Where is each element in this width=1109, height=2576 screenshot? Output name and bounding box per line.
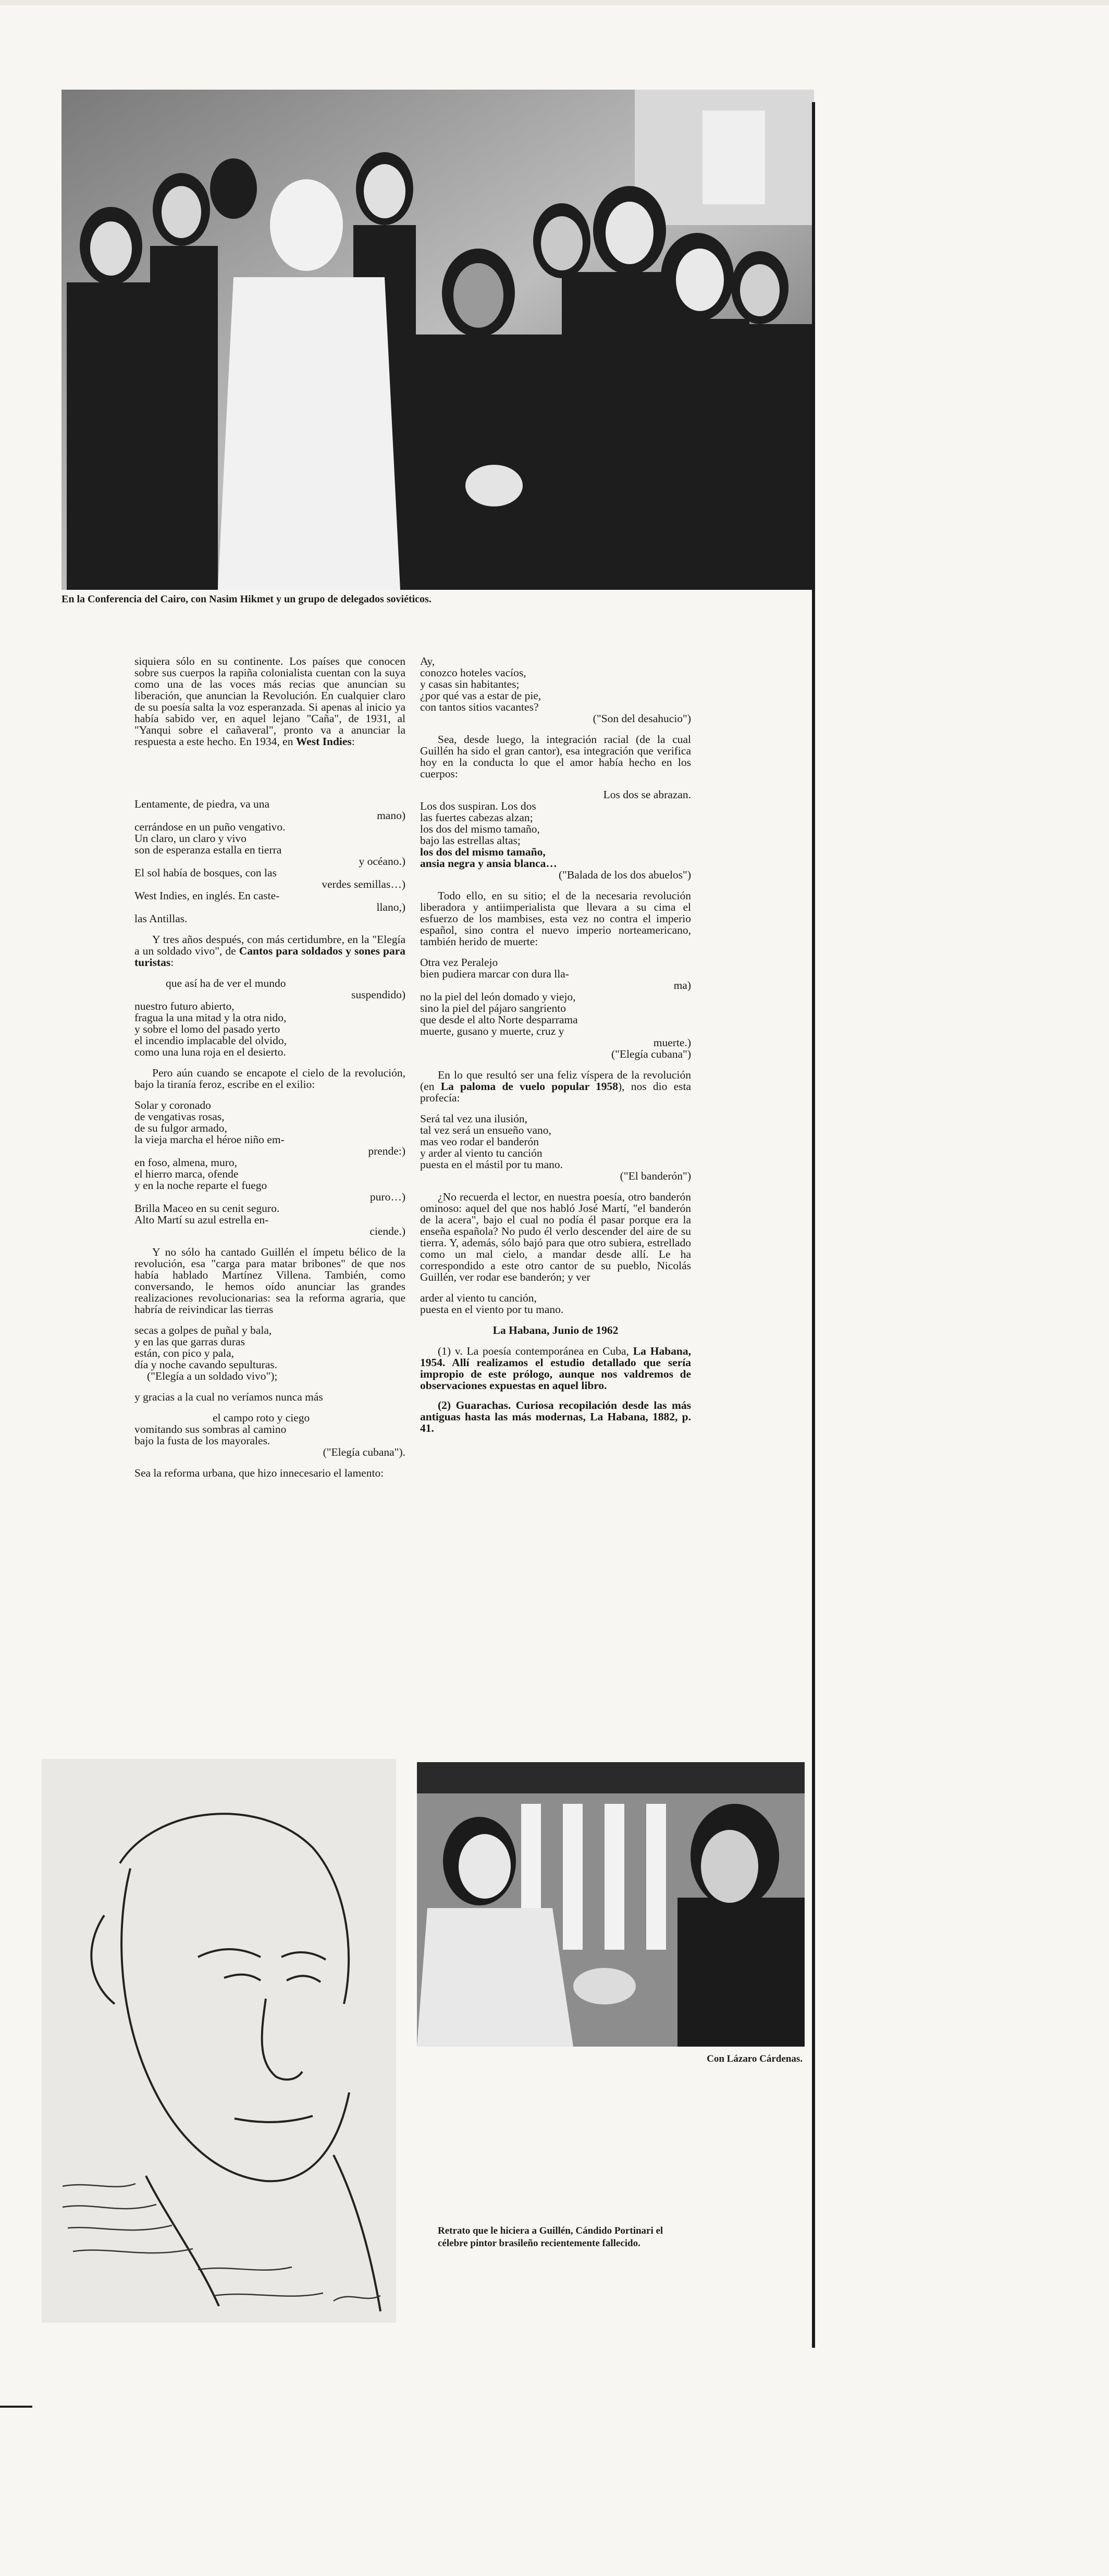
footnote-1: (1) v. La poesía contemporánea en Cuba, La Habana, 1954. Allí realizamos el estudio detallado que sería impropio de este prólogo, aunque nos valdremos de observaciones expuestas en aquel libro. (420, 1345, 691, 1392)
right-verse-2: Los dos se abrazan. Los dos suspiran. Los dos las fuertes cabezas alzan; los dos del mismo tamaño, bajo las estrellas altas; los dos del mismo tamaño, ansia negra y ansia blanca… ("Balada de los dos abuelos") (420, 788, 691, 881)
left-paragraph-2: Y tres años después, con más certidumbre, en la "Elegía a un soldado vivo", de Cantos para soldados y sones para turistas: (134, 933, 405, 969)
left-paragraph-3: Pero aún cuando se encapote el cielo de la revolución, bajo la tiranía feroz, escribe en el exilio: (134, 1067, 405, 1091)
article-column-left (134, 655, 405, 1488)
left-verse-2: que así ha de ver el mundo suspendido) nuestro futuro abierto, fragua la una mitad y la otra nido, y sobre el lomo del pasado yerto el incendio implacable del olvido, como una luna roja en el desierto. (134, 977, 405, 1058)
right-verse-1: Ay, conozco hoteles vacíos, y casas sin habitantes; ¿por qué vas a estar de pie, con tantos sitios vacantes? ("Son del desahucio") (420, 655, 691, 725)
portrait-drawing-portinari (42, 1759, 396, 2323)
right-verse-5: arder al viento tu canción, puesta en el viento por tu mano. (420, 1292, 564, 1316)
cairo-photo-image (61, 90, 814, 590)
left-paragraph-6: Sea la reforma urbana, que hizo innecesario el lamento: (134, 1467, 384, 1479)
photo-lazaro-cardenas (417, 1762, 805, 2047)
top-edge (0, 0, 1109, 5)
footnote-2: (2) Guarachas. Curiosa recopilación desde las más antiguas hasta las más modernas, La Habana, 1882, p. 41. (420, 1399, 692, 1434)
article-column-right (420, 655, 691, 1442)
dateline: La Habana, Junio de 1962 (492, 1324, 619, 1336)
caption-cardenas: Con Lázaro Cárdenas. (707, 2053, 803, 2064)
right-paragraph-3: En lo que resultó ser una feliz víspera de la revolución (en La paloma de vuelo popular 1958), nos dio esta profecía: (420, 1069, 691, 1104)
right-paragraph-1: Sea, desde luego, la integración racial (de la cual Guillén ha sido el gran cantor), esa integración que verifica hoy en la conducta lo que el amor había hecho en los cuerpos: (420, 733, 691, 780)
left-verse-4: secas a golpes de puñal y bala, y en las que garras duras están, con pico y pala, día y noche cavando sepulturas. ("Elegía a un soldado vivo"); (134, 1324, 278, 1382)
right-margin-rule (812, 102, 815, 2348)
right-verse-4: Será tal vez una ilusión, tal vez será un ensueño vano, mas veo rodar el banderón y arder al viento tu canción puesta en el mástil por tu mano. ("El banderón") (420, 1112, 691, 1182)
caption-cairo: En la Conferencia del Cairo, con Nasim Hikmet y un grupo de delegados soviéticos. (61, 593, 432, 605)
left-paragraph-4: Y no sólo ha cantado Guillén el ímpetu bélico de la revolución, esa "carga para matar bribones" de que nos había hablado Martínez Villena. También, como conversando, le hemos oído anunciar las grandes realizaciones revolucionarias: sea la reforma agraria, que habría de reivindicar las tierras (134, 1246, 405, 1316)
portrait-drawing-image (42, 1759, 396, 2323)
left-paragraph-1: siquiera sólo en su continente. Los países que conocen sobre sus cuerpos la rapiña colonialista cuentan con la suya como una de las voces más recias que anuncian su liberación, que anuncian la Revolución. En cualquier claro de su poesía salta la voz esperanzada. Si apenas al inicio ya había sabido ver, en aquel lejano "Caña", de 1931, al "Yanqui sobre el cañaveral", pronto va a anunciar la respuesta a este hecho. En 1934, en West Indies: (134, 655, 405, 748)
left-verse-1: Lentamente, de piedra, va una mano) cerrándose en un puño vengativo. Un claro, un claro y vivo son de esperanza estalla en tierra y océano.) El sol había de bosques, con las verdes semillas…) West Indies, en inglés. En caste- llano,) las Antillas. (134, 798, 405, 925)
left-paragraph-5: y gracias a la cual no veríamos nunca más (134, 1391, 323, 1403)
right-verse-3: Otra vez Peralejo bien pudiera marcar con dura lla- ma) no la piel del león domado y viejo, sino la piel del pájaro sangriento que desde el alto Norte desparrama muerte, gusano y muerte, cruz y muerte.) ("Elegía cubana") (420, 956, 691, 1060)
right-paragraph-2: Todo ello, en su sitio; el de la necesaria revolución liberadora y antiimperialista que llevara a su cima el esfuerzo de los mambises, esta vez no contra el imperio español, sino contra el nuevo imperio norteamericano, también herido de muerte: (420, 889, 691, 948)
photo-cairo-conference (61, 90, 814, 590)
left-verse-5: el campo roto y ciego vomitando sus sombras al camino bajo la fusta de los mayorales. ("Elegía cubana"). (134, 1411, 405, 1458)
cardenas-photo-image (417, 1762, 805, 2047)
caption-portinari: Retrato que le hiciera a Guillén, Cándido Portinari el célebre pintor brasileño recientemente fallecido. (438, 2225, 663, 2249)
left-margin-mark (0, 2406, 32, 2408)
right-paragraph-4: ¿No recuerda el lector, en nuestra poesía, otro banderón ominoso: aquel del que nos habló José Martí, "el banderón de la acera", bajo el cual no podía él pasar porque era la enseña española? No pudo él verlo descender del aire de su tierra. Y, además, sólo bajó para que otro subiera, estrellado como un mal cielo, a mandar desde allí. Le ha correspondido a este otro cantor de su pueblo, Nicolás Guillén, ver rodar ese banderón; y ver (420, 1191, 691, 1283)
left-verse-3: Solar y coronado de vengativas rosas, de su fulgor armado, la vieja marcha el héroe niño em- prende:) en foso, almena, muro, el hierro marca, ofende y en la noche reparte el fuego puro…) Brilla Maceo en su cenit seguro. Alto Martí su azul estrella en- ciende.) (134, 1099, 405, 1237)
